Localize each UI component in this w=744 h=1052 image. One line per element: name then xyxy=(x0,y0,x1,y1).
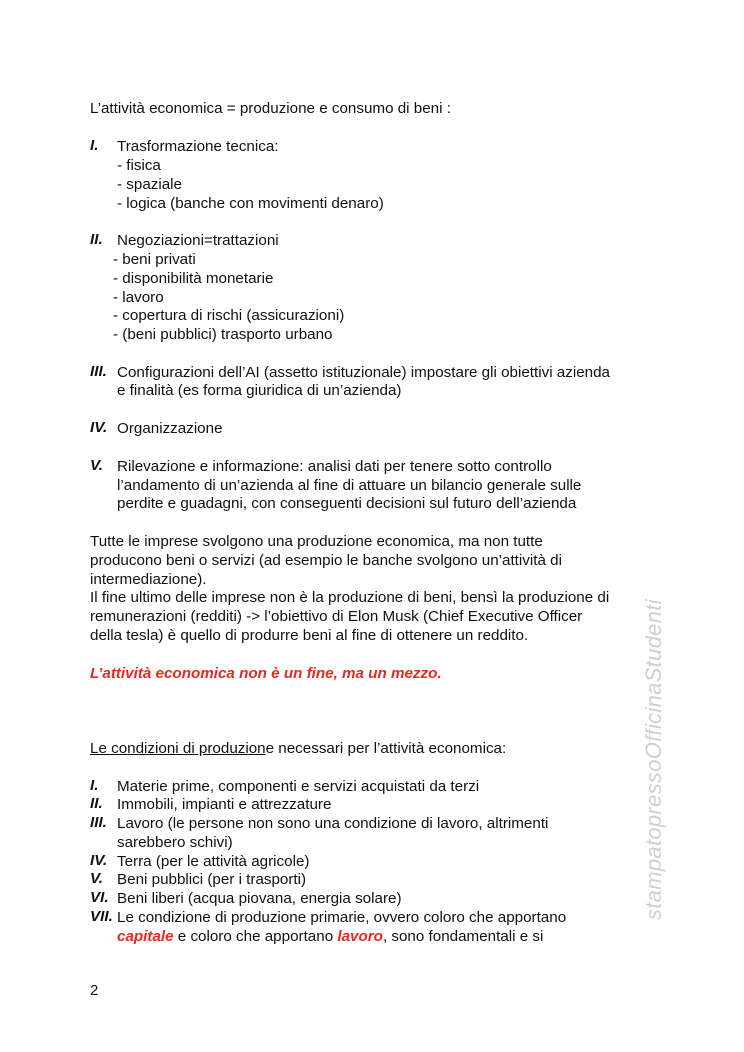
paragraph-line: remunerazioni (redditi) -> l’obiettivo di Elon Musk (Chief Executive Officer xyxy=(90,608,583,625)
list-number: I. xyxy=(90,777,99,794)
list-number: IV. xyxy=(90,419,108,436)
list-item-title: Trasformazione tecnica: xyxy=(117,138,279,155)
list-number: VII. xyxy=(90,908,113,925)
list-item-text: Organizzazione xyxy=(117,420,223,437)
page-number: 2 xyxy=(90,982,99,999)
list-number: III. xyxy=(90,814,107,831)
condition-item: sarebbero schivi) xyxy=(117,834,233,851)
condition-item: Materie prime, componenti e servizi acquistati da terzi xyxy=(117,778,480,795)
list-item-text: Configurazioni dell’AI (assetto istituzionale) impostare gli obiettivi azienda xyxy=(117,364,611,381)
sub-item: - (beni pubblici) trasporto urbano xyxy=(113,326,333,343)
sub-item: - fisica xyxy=(117,157,161,174)
list-item-text: Rilevazione e informazione: analisi dati per tenere sotto controllo xyxy=(117,458,552,475)
paragraph-line: della tesla) è quello di produrre beni al fine di ottenere un reddito. xyxy=(90,627,529,644)
list-item-text: perdite e guadagni, con conseguenti decisioni sul futuro dell’azienda xyxy=(117,495,577,512)
conditions-heading xyxy=(90,739,506,758)
condition-item: Immobili, impianti e attrezzature xyxy=(117,796,332,813)
emphasis-lavoro: lavoro xyxy=(337,928,383,945)
list-number: VI. xyxy=(90,889,109,906)
condition-item: Beni pubblici (per i trasporti) xyxy=(117,871,307,888)
list-item-title: Negoziazioni=trattazioni xyxy=(117,232,279,249)
plain-text: e coloro che apportano xyxy=(173,928,338,945)
intro-line: L’attività economica = produzione e consumo di beni : xyxy=(90,100,451,117)
paragraph-line: Tutte le imprese svolgono una produzione economica, ma non tutte xyxy=(90,533,543,550)
list-item-text: e finalità (es forma giuridica di un’azienda) xyxy=(117,382,402,399)
list-number: V. xyxy=(90,870,103,887)
highlight-statement: L’attività economica non è un fine, ma un mezzo. xyxy=(90,665,442,682)
list-number: V. xyxy=(90,457,103,474)
condition-item: Lavoro (le persone non sono una condizione di lavoro, altrimenti xyxy=(117,815,549,832)
list-number: II. xyxy=(90,231,103,248)
condition-item: Beni liberi (acqua piovana, energia solare) xyxy=(117,890,402,907)
list-number: I. xyxy=(90,137,99,154)
emphasis-capitale: capitale xyxy=(117,928,174,945)
sub-item: - copertura di rischi (assicurazioni) xyxy=(113,307,345,324)
conditions-heading-underlined: Le condizioni di produzion xyxy=(90,740,266,757)
sub-item: - lavoro xyxy=(113,289,164,306)
list-number: II. xyxy=(90,795,103,812)
list-number: III. xyxy=(90,363,107,380)
list-item-text: l’andamento di un’azienda al fine di attuare un bilancio generale sulle xyxy=(117,477,582,494)
plain-text: , sono fondamentali e si xyxy=(382,928,544,945)
watermark: stampatopressoOfficinaStudenti xyxy=(641,599,666,920)
paragraph-line: intermediazione). xyxy=(90,571,207,588)
list-number: IV. xyxy=(90,852,108,869)
paragraph-line: Il fine ultimo delle imprese non è la produzione di beni, bensì la produzione di xyxy=(90,589,610,606)
condition-item: Le condizione di produzione primarie, ovvero coloro che apportano xyxy=(117,909,567,926)
paragraph-line: producono beni o servizi (ad esempio le banche svolgono un’attività di xyxy=(90,552,562,569)
conditions-heading-rest: e necessari per l’attività economica: xyxy=(265,740,507,757)
sub-item: - disponibilità monetarie xyxy=(113,270,274,287)
sub-item: - beni privati xyxy=(113,251,196,268)
sub-item: - logica (banche con movimenti denaro) xyxy=(117,195,384,212)
sub-item: - spaziale xyxy=(117,176,182,193)
condition-item-continued xyxy=(117,927,543,946)
condition-item: Terra (per le attività agricole) xyxy=(117,853,310,870)
